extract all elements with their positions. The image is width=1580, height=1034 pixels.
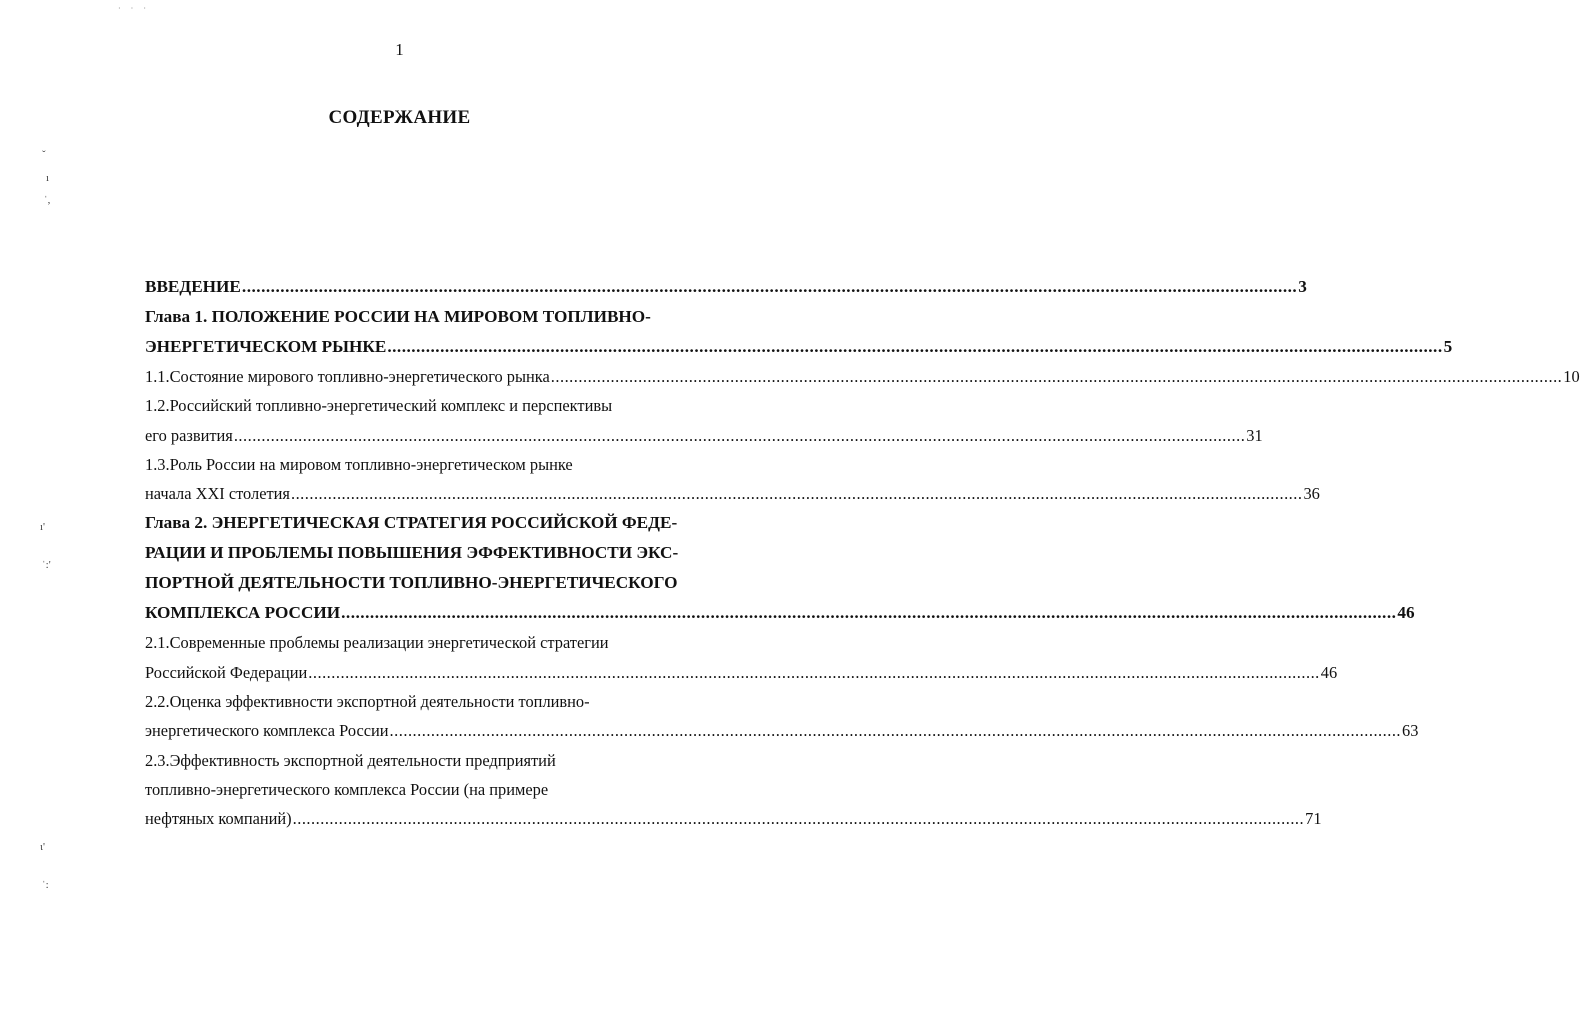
toc-section — [145, 362, 1580, 391]
toc-line — [145, 538, 683, 568]
toc-page-number: 63 — [1402, 721, 1419, 741]
toc-entry-text: топливно-энергетического комплекса России (на примере — [145, 779, 549, 799]
toc-section — [145, 746, 1322, 834]
table-of-contents — [145, 272, 1580, 834]
document-title: СОДЕРЖАНИЕ — [328, 107, 471, 128]
toc-section — [145, 450, 1320, 509]
toc-line — [145, 302, 683, 332]
toc-line — [145, 332, 1453, 362]
toc-entry-text: ЭНЕРГЕТИЧЕСКОМ РЫНКЕ — [145, 337, 387, 356]
toc-entry-text: 1.2.Российский топливно-энергетический комплекс и перспективы — [145, 396, 613, 416]
dot-leader: ............................................................................................................................................................................................................................ — [290, 484, 1303, 504]
dot-leader: ............................................................................................................................................................................................................................ — [308, 662, 1320, 682]
toc-section — [145, 687, 1419, 746]
scan-speck: ˈ, — [44, 194, 51, 206]
toc-entry-text: его развития — [145, 425, 233, 445]
toc-page-number: 71 — [1305, 809, 1322, 829]
toc-line — [145, 479, 1320, 508]
toc-page-number: 10 — [1563, 367, 1580, 386]
dot-leader: ............................................................................................................................................................................................................................ — [292, 809, 1305, 829]
toc-section — [145, 628, 1338, 687]
scan-speck: ˈ: — [42, 879, 49, 891]
toc-line — [145, 804, 1322, 833]
toc-page-number: 5 — [1443, 337, 1453, 356]
toc-page-number: 31 — [1246, 425, 1263, 445]
dot-leader: ............................................................................................................................................................................................................................ — [387, 337, 1443, 356]
toc-section — [145, 391, 1263, 450]
toc-entry-text: начала XXI столетия — [145, 484, 290, 504]
toc-line — [145, 450, 683, 479]
toc-line — [145, 508, 683, 538]
scan-speck: ˇ — [42, 149, 46, 161]
toc-line — [145, 658, 1338, 687]
toc-entry-text: КОМПЛЕКСА РОССИИ — [145, 603, 341, 623]
toc-line — [145, 628, 683, 657]
toc-line — [145, 421, 1263, 450]
toc-entry-text: 2.2.Оценка эффективности экспортной деятельности топливно- — [145, 692, 590, 712]
dot-leader: ............................................................................................................................................................................................................................ — [241, 277, 1298, 296]
toc-page-number: 46 — [1320, 662, 1338, 682]
dot-leader: ............................................................................................................................................................................................................................ — [341, 603, 1397, 623]
toc-page-number: 3 — [1298, 277, 1307, 296]
dot-leader: ............................................................................................................................................................................................................................ — [233, 425, 1246, 445]
toc-chapter — [145, 272, 1307, 302]
toc-entry-text: 1.3.Роль России на мировом топливно-энергетическом рынке — [145, 454, 573, 474]
toc-entry-text: Российской Федерации — [145, 662, 308, 682]
scan-speck: ı' — [40, 521, 46, 533]
toc-entry-text: Глава 1. ПОЛОЖЕНИЕ РОССИИ НА МИРОВОМ ТОПЛИВНО- — [145, 307, 651, 326]
toc-chapter — [145, 302, 1453, 362]
dot-leader: ............................................................................................................................................................................................................................ — [389, 721, 1402, 741]
toc-line — [145, 568, 683, 598]
toc-entry-text: энергетического комплекса России — [145, 721, 389, 741]
scan-noise: · · · — [118, 4, 150, 13]
dot-leader: ............................................................................................................................................................................................................................ — [550, 367, 1563, 386]
toc-line — [145, 746, 683, 775]
page-number: 1 — [395, 40, 404, 59]
toc-entry-text: ВВЕДЕНИЕ — [145, 277, 241, 296]
toc-entry-text: Глава 2. ЭНЕРГЕТИЧЕСКАЯ СТРАТЕГИЯ РОССИЙСКОЙ ФЕДЕ- — [145, 513, 678, 533]
scan-speck: ˈ:' — [42, 559, 51, 571]
toc-page-number: 36 — [1303, 484, 1320, 504]
toc-entry-text: ПОРТНОЙ ДЕЯТЕЛЬНОСТИ ТОПЛИВНО-ЭНЕРГЕТИЧЕСКОГО — [145, 573, 678, 593]
toc-line — [145, 687, 683, 716]
toc-entry-text: 2.1.Современные проблемы реализации энергетической стратегии — [145, 633, 609, 653]
toc-line — [145, 716, 1419, 745]
toc-chapter — [145, 508, 1415, 628]
toc-line — [145, 598, 1415, 628]
toc-entry-text: нефтяных компаний) — [145, 809, 292, 829]
toc-line — [145, 272, 1307, 302]
toc-line — [145, 775, 683, 804]
scan-speck: ɩ' — [40, 841, 45, 853]
toc-page-number: 46 — [1397, 603, 1415, 623]
toc-line — [145, 362, 1580, 391]
scan-speck: ı — [46, 172, 50, 184]
toc-entry-text: 2.3.Эффективность экспортной деятельности предприятий — [145, 750, 556, 770]
toc-entry-text: РАЦИИ И ПРОБЛЕМЫ ПОВЫШЕНИЯ ЭФФЕКТИВНОСТИ ЭКС- — [145, 543, 679, 563]
toc-entry-text: 1.1.Состояние мирового топливно-энергетического рынка — [145, 367, 550, 386]
toc-line — [145, 391, 683, 420]
